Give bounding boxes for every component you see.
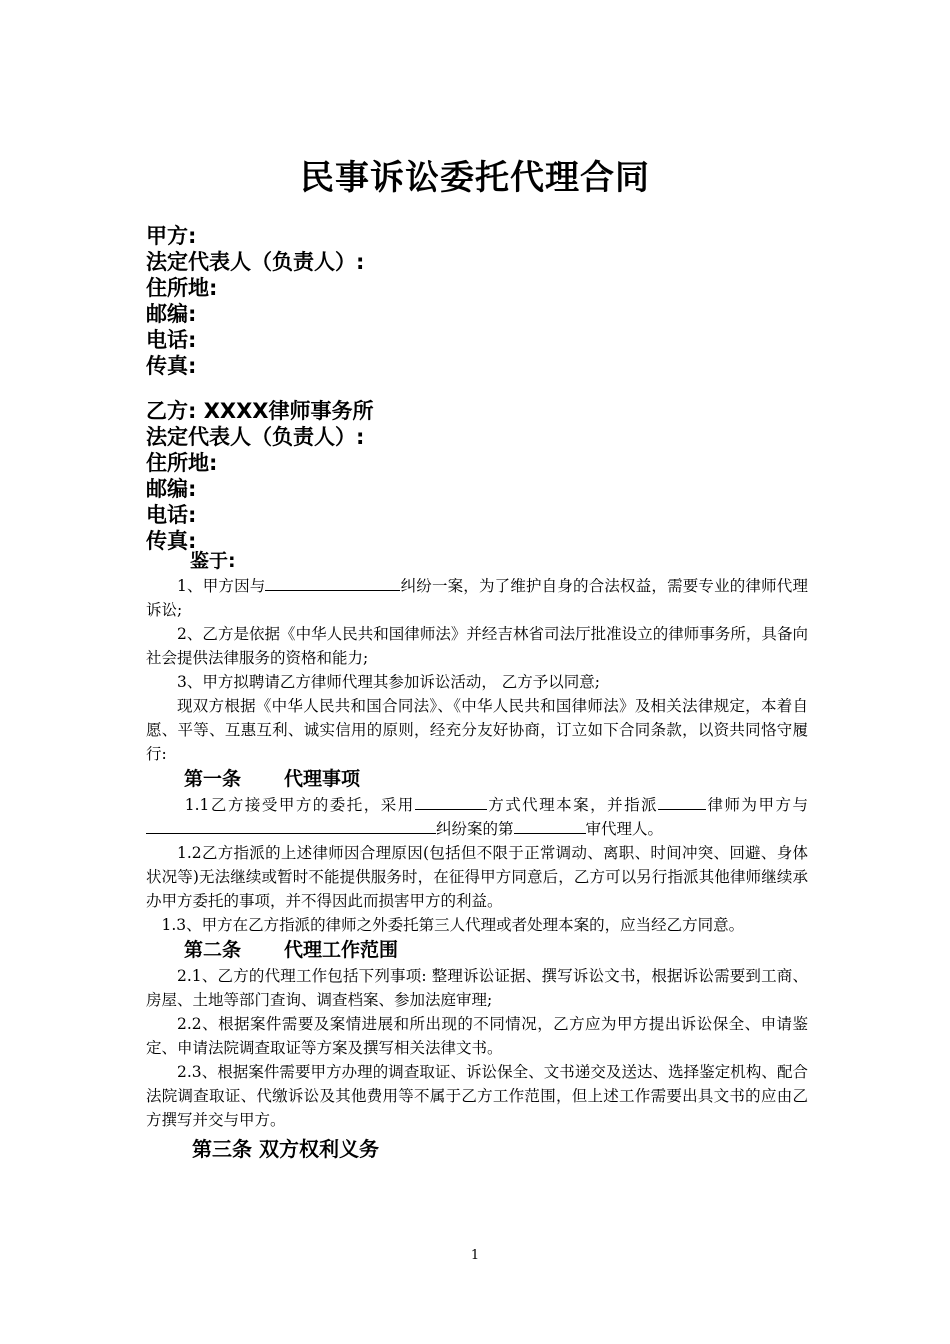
article-3-heading: 第三条 双方权利义务 [192,1137,379,1161]
article-1-heading: 第一条 代理事项 [184,768,361,790]
party-a-address: 住所地: [146,276,218,300]
article-2-heading: 第二条 代理工作范围 [184,939,399,961]
party-b-legal-rep: 法定代表人（负责人）: [146,425,365,449]
party-b-label: 乙方: XXXX律师事务所 [146,399,374,423]
party-a-postcode: 邮编: [146,302,197,326]
party-a-legal-rep: 法定代表人（负责人）: [146,250,365,274]
article-1-p2: 1.2乙方指派的上述律师因合理原因(包括但不限于正常调动、离职、时间冲突、回避、身体状况等)无法继续或暂时不能提供服务时，在征得甲方同意后，乙方可以另行指派其他律师继续承办甲方委托的事项，并不得因此而损害甲方的利益。 [146,844,808,910]
document-title: 民事诉讼委托代理合同 [300,158,650,198]
party-a-label: 甲方: [146,224,197,248]
whereas-item-4: 现双方根据《中华人民共和国合同法》、《中华人民共和国律师法》及相关法律规定，本着自愿、平等、互惠互利、诚实信用的原则，经充分友好协商，订立如下合同条款，以资共同恪守履行: [146,697,808,763]
party-b-fax: 传真: [146,529,197,553]
blank-line [265,574,400,591]
whereas-heading: 鉴于: [190,550,236,572]
party-b-address: 住所地: [146,451,218,475]
article-1-p1: 1.1乙方接受甲方的委托，采用 方式代理本案，并指派 律师为甲方与纠纷案的第 审代理人。 [146,793,808,841]
article-2-p3: 2.3、根据案件需要甲方办理的调查取证、诉讼保全、文书递交及送达、选择鉴定机构、配合法院调查取证、代缴诉讼及其他费用等不属于乙方工作范围，但上述工作需要出具文书的应由乙方撰写并交与甲方。 [146,1063,808,1129]
blank-line [658,793,706,810]
party-b-phone: 电话: [146,503,197,527]
blank-line [146,817,436,834]
blank-line [415,793,487,810]
party-a-block [146,223,364,379]
party-b-postcode: 邮编: [146,477,197,501]
party-b-block [146,398,373,554]
party-a-phone: 电话: [146,328,197,352]
article-2-p1: 2.1、乙方的代理工作包括下列事项: 整理诉讼证据、撰写诉讼文书，根据诉讼需要到工商、房屋、土地等部门查询、调查档案、参加法庭审理; [146,967,808,1009]
whereas-item-1: 1、甲方因与 纠纷一案，为了维护自身的合法权益，需要专业的律师代理诉讼; [146,574,808,622]
contract-body [146,548,808,1166]
whereas-item-2: 2、乙方是依据《中华人民共和国律师法》并经吉林省司法厅批准设立的律师事务所，具备向社会提供法律服务的资格和能力; [146,625,808,667]
page-number: 1 [470,1248,480,1263]
whereas-item-3: 3、甲方拟聘请乙方律师代理其参加诉讼活动， 乙方予以同意; [177,673,601,691]
article-1-p3: 1.3、甲方在乙方指派的律师之外委托第三人代理或者处理本案的，应当经乙方同意。 [161,916,745,934]
party-a-fax: 传真: [146,354,197,378]
article-2-p2: 2.2、根据案件需要及案情进展和所出现的不同情况，乙方应为甲方提出诉讼保全、申请鉴定、申请法院调查取证等方案及撰写相关法律文书。 [146,1015,808,1057]
blank-line [514,817,586,834]
